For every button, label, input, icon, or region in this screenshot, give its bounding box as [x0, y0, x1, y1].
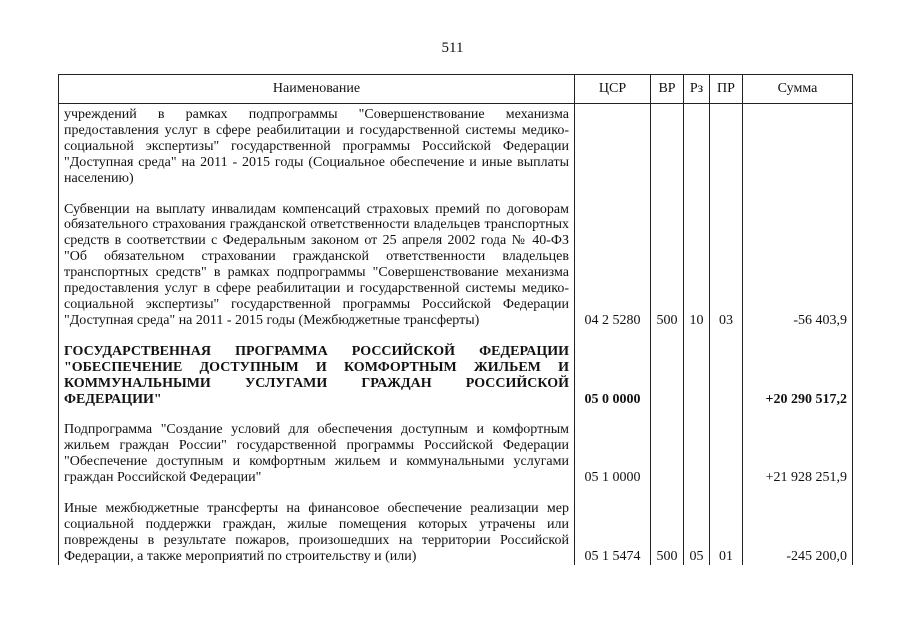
header-name: Наименование [59, 75, 575, 104]
table-row [59, 407, 853, 486]
row-vr [651, 329, 684, 408]
row-name: Подпрограмма "Создание условий для обеспечения доступным и комфортным жильем граждан России" государственной программы Российской Федерации "Обеспечение доступным и комфортным жильем и коммунальными услугами граждан Российской Федерации" [59, 407, 575, 486]
header-rz: Рз [684, 75, 710, 104]
row-name: ГОСУДАРСТВЕННАЯ ПРОГРАММА РОССИЙСКОЙ ФЕДЕРАЦИИ "ОБЕСПЕЧЕНИЕ ДОСТУПНЫМ И КОМФОРТНЫМ ЖИЛЬЕМ И КОММУНАЛЬНЫМИ УСЛУГАМИ ГРАЖДАН РОССИЙСКОЙ ФЕДЕРАЦИИ" [59, 329, 575, 408]
header-csr: ЦСР [575, 75, 651, 104]
row-vr [651, 104, 684, 187]
budget-table [58, 74, 853, 565]
row-rz [684, 329, 710, 408]
row-name: Иные межбюджетные трансферты на финансовое обеспечение реализации мер социальной поддержки граждан, жилые помещения которых утрачены или повреждены в результате пожаров, произошедших на территории Российской Федерации, а также мероприятий по строительству и (или) [59, 486, 575, 565]
row-pr: 03 [710, 187, 743, 329]
row-pr [710, 104, 743, 187]
row-rz [684, 104, 710, 187]
row-sum: +20 290 517,2 [743, 329, 853, 408]
row-sum: +21 928 251,9 [743, 407, 853, 486]
row-sum: -56 403,9 [743, 187, 853, 329]
row-name: Субвенции на выплату инвалидам компенсаций страховых премий по договорам обязательного страхования гражданской ответственности владельцев транспортных средств в соответствии с Федеральным законом от 25 апреля 2002 года № 40-ФЗ "Об обязательном страховании гражданской ответственности владельцев транспортных средств" в рамках подпрограммы "Совершенствование механизма предоставления услуг в сфере реабилитации и государственной системы медико-социальной экспертизы" государственной программы Российской Федерации "Доступная среда" на 2011 - 2015 годы (Межбюджетные трансферты) [59, 187, 575, 329]
row-rz: 10 [684, 187, 710, 329]
row-vr [651, 407, 684, 486]
table-row [59, 104, 853, 187]
row-rz [684, 407, 710, 486]
table-row [59, 329, 853, 408]
row-csr: 04 2 5280 [575, 187, 651, 329]
row-vr: 500 [651, 187, 684, 329]
header-vr: ВР [651, 75, 684, 104]
header-pr: ПР [710, 75, 743, 104]
row-sum [743, 104, 853, 187]
row-sum: -245 200,0 [743, 486, 853, 565]
row-pr [710, 329, 743, 408]
table-header-row [59, 75, 853, 104]
row-csr: 05 0 0000 [575, 329, 651, 408]
row-rz: 05 [684, 486, 710, 565]
row-csr [575, 104, 651, 187]
row-csr: 05 1 0000 [575, 407, 651, 486]
table-row [59, 187, 853, 329]
row-csr: 05 1 5474 [575, 486, 651, 565]
header-sum: Сумма [743, 75, 853, 104]
row-name: учреждений в рамках подпрограммы "Совершенствование механизма предоставления услуг в сфере реабилитации и государственной системы медико-социальной экспертизы" государственной программы Российской Федерации "Доступная среда" на 2011 - 2015 годы (Социальное обеспечение и иные выплаты населению) [59, 104, 575, 187]
row-pr [710, 407, 743, 486]
table-row [59, 486, 853, 565]
row-pr: 01 [710, 486, 743, 565]
row-vr: 500 [651, 486, 684, 565]
page-number: 511 [441, 40, 464, 56]
